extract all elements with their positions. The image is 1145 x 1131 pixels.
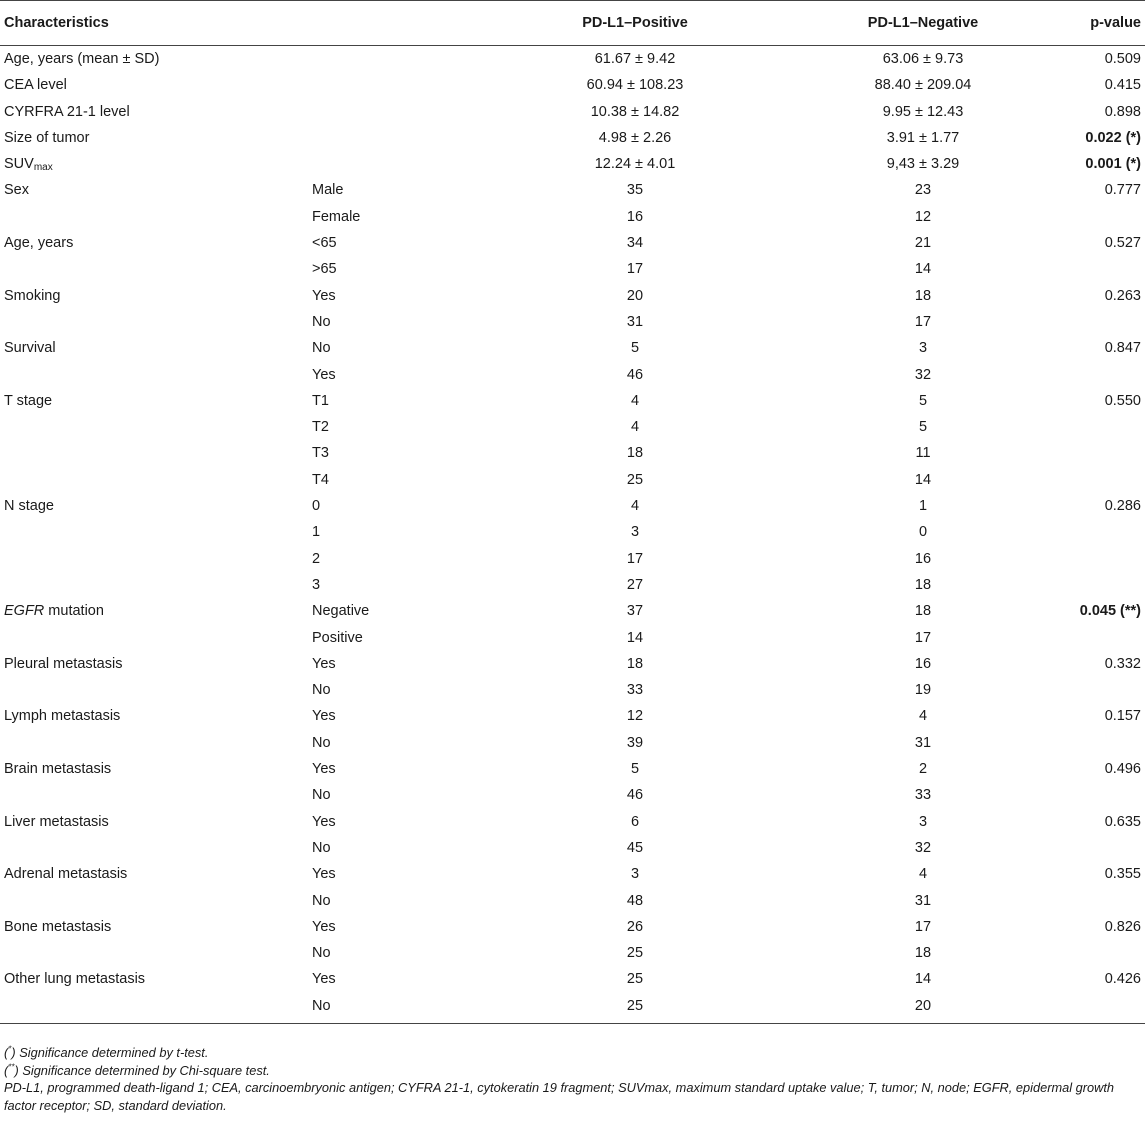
cell-pdl1-positive: 27 [626,576,644,593]
cell-pdl1-positive: 5 [630,761,640,778]
cell-pdl1-positive: 5 [630,340,640,357]
cell-subgroup [308,99,491,125]
cell-p-value [1067,782,1145,808]
cell-pdl1-negative: 16 [914,550,932,567]
table-row [0,388,1145,414]
cell-characteristic: Pleural metastasis [4,655,123,672]
cell-pdl1-positive: 12.24 ± 4.01 [594,156,676,173]
cell-subgroup: Yes [312,918,336,935]
cell-p-value [1067,835,1145,861]
cell-pdl1-negative: 14 [914,471,932,488]
cell-p-value: 0.826 [1104,918,1141,935]
cell-p-value: 0.045 (**) [1079,603,1141,620]
cell-pdl1-negative: 12 [914,208,932,225]
cell-p-value [1067,940,1145,966]
cell-p-value [1067,519,1145,545]
cell-p-value: 0.332 [1104,655,1141,672]
cell-pdl1-positive: 37 [626,603,644,620]
table-row [0,256,1145,282]
cell-subgroup: Negative [312,603,370,620]
cell-pdl1-negative: 17 [914,313,932,330]
cell-characteristic [0,598,308,624]
footnote-chisquare-open: ( [4,1062,9,1078]
cell-characteristic-gene: EGFR [4,603,45,620]
cell-pdl1-negative: 63.06 ± 9.73 [882,51,964,67]
cell-pdl1-positive: 25 [626,971,644,988]
table-row [0,598,1145,624]
cell-subgroup: T1 [312,392,329,409]
table-row [0,46,1145,73]
cell-p-value: 0.898 [1104,103,1141,120]
cell-p-value [1067,546,1145,572]
cell-pdl1-negative: 31 [914,734,932,751]
cell-subgroup: No [308,993,491,1024]
cell-pdl1-positive: 4 [630,498,640,515]
cell-characteristic [0,204,308,230]
cell-subgroup: No [312,945,331,962]
cell-characteristic: Lymph metastasis [4,708,121,725]
cell-characteristic: Adrenal metastasis [4,866,128,883]
table-row [0,283,1145,309]
cell-pdl1-negative: 18 [914,603,932,620]
cell-characteristic [0,835,308,861]
table-row [0,756,1145,782]
cell-pdl1-positive: 61.67 ± 9.42 [594,51,676,67]
cell-p-value [1067,362,1145,388]
table-footnotes [4,1044,1139,1114]
table-row [0,204,1145,230]
cell-p-value: 0.527 [1104,235,1141,252]
cell-p-value: 0.777 [1104,182,1141,199]
cell-p-value [1067,256,1145,282]
cell-subgroup [308,46,491,73]
cell-characteristic: Survival [4,340,56,357]
cell-subgroup [308,125,491,151]
cell-pdl1-positive: 4 [630,419,640,436]
table-body [0,46,1145,1024]
cell-subgroup: No [312,787,331,804]
table-row [0,914,1145,940]
cell-characteristic [0,362,308,388]
cell-subgroup: No [312,892,331,909]
cell-subgroup: No [312,839,331,856]
cell-subgroup: 2 [312,550,321,567]
cell-characteristic: CEA level [4,77,67,94]
cell-pdl1-positive: 46 [626,787,644,804]
cell-pdl1-negative: 5 [918,392,928,409]
table-row [0,730,1145,756]
cell-subgroup: Yes [312,761,336,778]
cell-subgroup: Yes [312,287,336,304]
cell-pdl1-negative: 9,43 ± 3.29 [886,156,960,173]
cell-characteristic [0,519,308,545]
table-row [0,72,1145,98]
table-row [0,782,1145,808]
cell-p-value: 0.496 [1104,761,1141,778]
cell-subgroup: <65 [312,235,337,252]
header-pdl1-positive: PD-L1–Positive [491,1,779,46]
cell-subgroup: No [312,682,331,699]
cell-characteristic-text: SUV [4,156,34,173]
cell-pdl1-negative: 14 [914,971,932,988]
cell-pdl1-negative: 16 [914,655,932,672]
footnote-ttest [4,1044,1139,1062]
table-row [0,888,1145,914]
cell-p-value: 0.022 (*) [1085,129,1141,146]
cell-pdl1-negative: 18 [914,576,932,593]
cell-p-value: 0.415 [1104,77,1141,94]
footnote-chisquare-mark: ** [8,1062,15,1072]
cell-characteristic [0,782,308,808]
cell-subgroup: Yes [312,813,336,830]
cell-subgroup [308,72,491,98]
table-row [0,230,1145,256]
cell-subgroup: T2 [312,419,329,436]
cell-p-value: 0.426 [1104,971,1141,988]
cell-pdl1-positive: 4 [630,392,640,409]
cell-pdl1-positive: 46 [626,366,644,383]
cell-pdl1-positive: 25 [491,993,779,1024]
cell-pdl1-negative: 17 [914,629,932,646]
cell-characteristic: Sex [4,182,29,199]
cell-characteristic: Age, years [4,235,74,252]
table-row [0,493,1145,519]
cell-subgroup: T3 [312,445,329,462]
cell-subgroup: >65 [312,261,337,278]
header-p-value: p-value [1067,1,1145,46]
table-row [0,572,1145,598]
table-row [0,440,1145,466]
cell-pdl1-negative: 31 [914,892,932,909]
footnote-chisquare-text: ) Significance determined by Chi-square test. [14,1062,270,1078]
cell-pdl1-positive: 10.38 ± 14.82 [590,103,680,120]
table-row [0,835,1145,861]
cell-pdl1-negative: 32 [914,366,932,383]
table-row [0,519,1145,545]
table-row [0,125,1145,151]
cell-characteristic [0,677,308,703]
cell-subgroup: T4 [312,471,329,488]
cell-p-value [1067,993,1145,1024]
cell-p-value [1067,414,1145,440]
cell-subgroup: Yes [312,366,336,383]
cell-p-value: 0.847 [1104,340,1141,357]
table-row [0,362,1145,388]
cell-pdl1-negative: 32 [914,839,932,856]
cell-pdl1-negative: 21 [914,235,932,252]
table-row [0,677,1145,703]
cell-pdl1-positive: 34 [626,235,644,252]
cell-characteristic: Liver metastasis [4,813,109,830]
table-row [0,177,1145,203]
cell-characteristic [0,940,308,966]
cell-characteristic [0,414,308,440]
header-row [0,1,1145,46]
footnote-ttest-mark: * [8,1044,12,1054]
cell-p-value [1067,467,1145,493]
cell-characteristic: Other lung metastasis [4,971,146,988]
cell-pdl1-positive: 17 [626,261,644,278]
cell-pdl1-positive: 20 [626,287,644,304]
header-characteristics: Characteristics [0,1,308,46]
table-row [0,467,1145,493]
cell-p-value: 0.550 [1104,392,1141,409]
cell-pdl1-negative: 11 [915,445,931,462]
cell-p-value: 0.286 [1104,498,1141,515]
cell-pdl1-negative: 0 [918,524,928,541]
cell-pdl1-positive: 18 [626,655,644,672]
cell-p-value: 0.157 [1104,708,1141,725]
footnote-ttest-text: ) Significance determined by t-test. [11,1045,209,1060]
cell-pdl1-positive: 25 [626,945,644,962]
cell-subgroup: 0 [312,498,321,515]
cell-characteristic [0,467,308,493]
cell-characteristic: T stage [4,392,53,409]
cell-pdl1-negative: 2 [918,761,928,778]
cell-pdl1-negative: 9.95 ± 12.43 [882,103,964,120]
cell-pdl1-positive: 26 [626,918,644,935]
cell-subgroup: Male [312,182,344,199]
cell-characteristic [0,309,308,335]
cell-pdl1-negative: 5 [918,419,928,436]
table-row [0,546,1145,572]
cell-pdl1-negative: 18 [914,945,932,962]
cell-pdl1-positive: 6 [630,813,640,830]
cell-pdl1-positive: 4.98 ± 2.26 [598,129,672,146]
cell-subgroup: No [312,313,331,330]
cell-pdl1-positive: 39 [626,734,644,751]
cell-characteristic [0,440,308,466]
cell-characteristic [0,625,308,651]
cell-p-value: 0.263 [1104,287,1141,304]
cell-pdl1-positive: 25 [626,471,644,488]
cell-p-value [1067,309,1145,335]
cell-pdl1-positive: 45 [626,839,644,856]
cell-characteristic-subscript: max [33,162,53,174]
cell-pdl1-positive: 60.94 ± 108.23 [586,77,684,94]
header-pdl1-negative: PD-L1–Negative [779,1,1067,46]
cell-characteristic [0,256,308,282]
table-row [0,414,1145,440]
cell-p-value: 0.001 (*) [1085,156,1141,173]
cell-pdl1-negative: 19 [914,682,932,699]
table-row [0,309,1145,335]
table-row [0,940,1145,966]
cell-p-value [1067,730,1145,756]
cell-characteristic [0,888,308,914]
footnote-ttest-open: ( [4,1045,9,1060]
cell-pdl1-negative: 18 [914,287,932,304]
cell-pdl1-positive: 14 [626,629,644,646]
cell-characteristic: Brain metastasis [4,761,112,778]
table-row [0,625,1145,651]
cell-subgroup: Yes [312,971,336,988]
cell-characteristic-suffix: mutation [44,603,104,620]
cell-subgroup: Female [312,208,361,225]
cell-p-value: 0.355 [1104,866,1141,883]
table-row [0,151,1145,177]
table-row [0,651,1145,677]
cell-characteristic: Size of tumor [4,129,90,146]
table-row [0,966,1145,992]
cell-pdl1-negative: 3 [918,813,928,830]
cell-characteristic [0,151,308,177]
table-row [0,335,1145,361]
cell-pdl1-positive: 17 [626,550,644,567]
cell-pdl1-positive: 18 [626,445,644,462]
table-row [0,993,1145,1024]
cell-pdl1-negative: 1 [918,498,928,515]
cell-subgroup: 1 [312,524,321,541]
table-row [0,99,1145,125]
table-row [0,703,1145,729]
cell-subgroup: Yes [312,866,336,883]
cell-pdl1-positive: 35 [626,182,644,199]
cell-pdl1-negative: 33 [914,787,932,804]
cell-subgroup: Positive [312,629,363,646]
cell-p-value [1067,677,1145,703]
cell-subgroup: No [312,734,331,751]
table-row [0,809,1145,835]
cell-subgroup: Yes [312,708,336,725]
cell-pdl1-negative: 4 [918,708,928,725]
header-subgroup [308,1,491,46]
footnote-chisquare [4,1062,1139,1080]
cell-pdl1-positive: 3 [630,866,640,883]
cell-characteristic: N stage [4,498,54,515]
cell-characteristic: CYRFRA 21-1 level [4,103,130,120]
cell-p-value: 0.635 [1104,813,1141,830]
cell-pdl1-negative: 3 [918,340,928,357]
table-row [0,861,1145,887]
cell-characteristic: Bone metastasis [4,918,112,935]
cell-subgroup: No [312,340,331,357]
cell-pdl1-negative: 23 [914,182,932,199]
cell-pdl1-negative: 14 [914,261,932,278]
cell-p-value: 0.509 [1104,51,1141,67]
cell-pdl1-positive: 12 [626,708,644,725]
cell-subgroup [308,151,491,177]
cell-characteristic [0,993,308,1024]
cell-pdl1-negative: 4 [918,866,928,883]
cell-pdl1-positive: 33 [626,682,644,699]
cell-pdl1-negative: 20 [779,993,1067,1024]
cell-p-value [1067,625,1145,651]
cell-pdl1-positive: 16 [626,208,644,225]
cell-pdl1-positive: 48 [626,892,644,909]
footnote-abbreviations: PD-L1, programmed death-ligand 1; CEA, carcinoembryonic antigen; CYFRA 21-1, cytokeratin 19 fragment; SUVmax, maximum standard uptake value; T, tumor; N, node; EGFR, epidermal growth factor receptor; SD, standard deviation. [4,1080,1115,1113]
cell-characteristic: Age, years (mean ± SD) [4,51,160,67]
cell-p-value [1067,440,1145,466]
cell-subgroup: Yes [312,655,336,672]
cell-pdl1-negative: 17 [914,918,932,935]
cell-p-value [1067,888,1145,914]
cell-pdl1-negative: 88.40 ± 209.04 [874,77,972,94]
cell-characteristic [0,546,308,572]
cell-characteristic [0,730,308,756]
cell-subgroup: 3 [312,576,321,593]
cell-p-value [1067,572,1145,598]
cell-pdl1-negative: 3.91 ± 1.77 [886,129,960,146]
cell-characteristic [0,572,308,598]
cell-p-value [1067,204,1145,230]
cell-characteristic: Smoking [4,287,61,304]
cell-pdl1-positive: 31 [626,313,644,330]
cell-pdl1-positive: 3 [630,524,640,541]
